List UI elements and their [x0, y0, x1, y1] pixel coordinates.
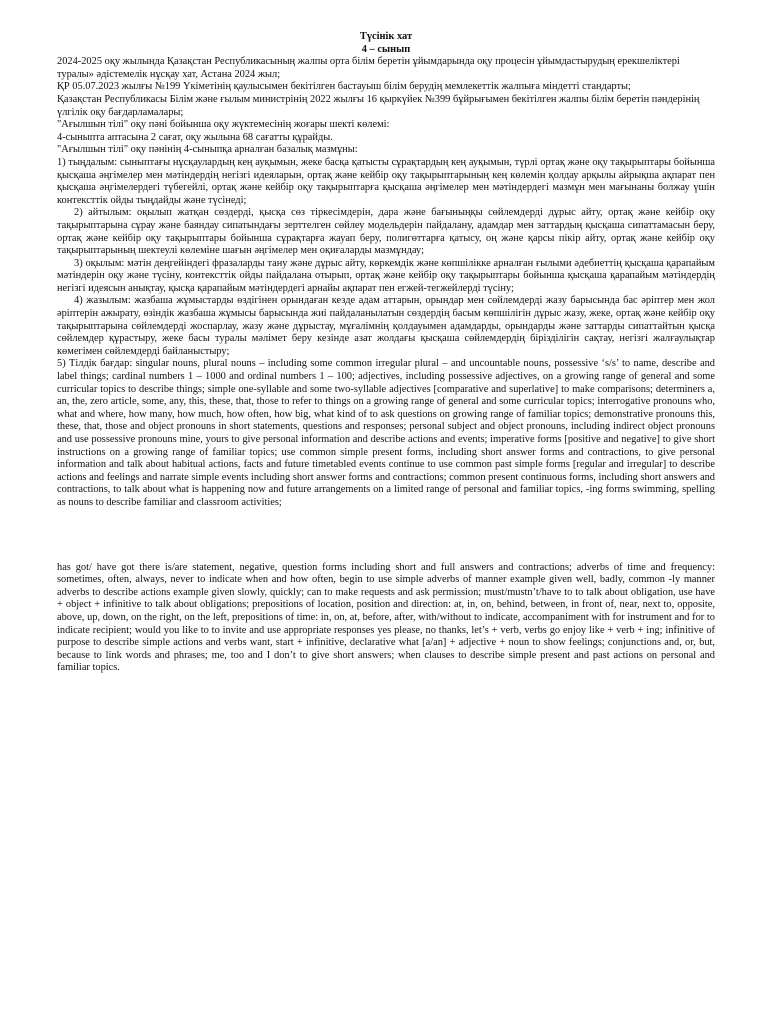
- load-heading: "Ағылшын тілі" оқу пәні бойынша оқу жүктемесінің жоғары шекті көлемі:: [57, 119, 390, 131]
- document-page: [57, 31, 715, 675]
- intro-paragraph-3: Қазақстан Республикасы Білім және ғылым министрінің 2022 жылғы 16 қыркүйек №399 бұйрығымен бекітілген жалпы білім беретін пәндерінің үлгілік оқу бағдарламалары;: [57, 93, 700, 118]
- intro-paragraph-2: ҚР 05.07.2023 жылғы №199 Үкіметінің қаулысымен бекітілген бастауыш білім берудің мемлекеттік жалпыға міндетті стандарты;: [57, 81, 631, 93]
- document-title: Түсінік хат: [359, 31, 413, 42]
- content-item-listening: 1) тыңдалым: сыныптағы нұсқаулардың кең ауқымын, жеке басқа қатысты сұрақтардың кең ауқымын, түрлі ортақ және оқу тақырыптары бойынша қысқаша әңгімелер мен мәтіндердің негізгі идеяларын, ортақ және кейбір оқу тақырыптарының кең көлемін қолдау арқылы айрықша ақпарат пен қысқаша әңгімелердегі түбегейлі, ортақ және кейбір оқу тақырыптарға қысқаша әңгімелер мен мәтіндердегі мазмұн мен мағынаны болжау үшін контексттік ойды тыңдайды және түсінеді;: [57, 156, 715, 206]
- document-subtitle: 4 – сынып: [361, 43, 411, 55]
- content-item-reading: 3) оқылым: мәтін деңгейіндегі фразаларды тану және дұрыс айту, көркемдік және көпшілікке арналған ғылыми әдебиеттің қысқаша қарапайым мәтіндерін оқу және түсіну, контексттік ойды пайдалана отырып, ортақ және кейбір оқу тақырыптары бойынша қысқаша қарапайым мәтіндердің негізгі идеясын анықтау, қысқа қарапайым мәтіндердегі арнайы ақпарат пен егжей-тегжейлерді түсіну;: [57, 257, 715, 294]
- content-item-language-continued: has got/ have got there is/are statement, negative, question forms including short and full answers and contractions; adverbs of time and frequency: sometimes, often, always, never to indicate when and how often, begin to use simple adverbs of manner example given well, badly, common -ly manner adverbs to describe actions example given slowly, quickly; can to make requests and ask permission; must/mustn’t/have to to talk about obligation, use have + object + infinitive to talk about obligations; prepositions of location, position and direction: at, in, on, behind, between, in front of, near, next to, opposite, above, up, down, on the right, on the left, prepositions of time: in, on, at, before, after, with/without to indicate, accompaniment with for instrument and for to indicate recipient; would you like to to invite and use appropriate responses yes please, no thanks, let’s + verb, verbs go enjoy like + verb + ing; infinitive of purpose to describe simple actions and verbs want, start + infinitive, declarative what [a/an] + adjective + noun to show feelings; conjunctions and, or, but, because to link words and phrases; me, too and I don’t to give short answers; when clauses to describe simple present and past actions on personal and familiar topics.: [57, 561, 715, 674]
- content-item-language: 5) Тілдік бағдар: singular nouns, plural nouns – including some common irregular plural – and uncountable nouns, possessive ‘s/s’ to name, describe and label things; cardinal numbers 1 – 1000 and ordinal numbers 1 – 100; adjectives, including possessive adjectives, on a growing range of general and some curricular topics to describe things; simple one-syllable and some two-syllable adjectives [comparative and superlative] to make comparisons; determiners a, an, the, zero article, some, any, this, these, that, those to refer to things on a growing range of general and some curricular topics; interrogative pronouns who, what and where, how many, how much, how often, how big, what kind of to ask questions on growing range of familiar topics; demonstrative pronouns this, these, that, those and object pronouns in short statements, questions and responses; personal subject and object pronouns, including indirect object pronouns and use possessive pronouns mine, yours to give personal information and describe actions and events; imperative forms [positive and negative] to give short instructions on a growing range of familiar topics; use common simple present forms, including short answer forms and contractions, to give personal information and talk about habitual actions, facts and future timetabled events continue to use common past simple forms [regular and irregular] to describe actions and feelings and narrate simple events including short answer forms and contractions; common present continuous forms, including short answers and contractions, to talk about what is happening now and future arrangements on a limited range of personal and familiar topics, -ing forms swimming, spelling as nouns to describe familiar and classroom activities;: [57, 358, 715, 508]
- load-text: 4-сыныпта аптасына 2 сағат, оқу жылына 68 сағатты құрайды.: [57, 131, 333, 143]
- content-heading: "Ағылшын тілі" оқу пәнінің 4-сыныпқа арналған базалық мазмұны:: [57, 144, 358, 156]
- intro-paragraph-1: 2024-2025 оқу жылында Қазақстан Республикасының жалпы орта білім беретін ұйымдарында оқу процесін ұйымдастырудың ерекшеліктері туралы» әдістемелік нұсқау хат, Астана 2024 жыл;: [57, 56, 680, 80]
- content-item-writing: 4) жазылым: жазбаша жұмыстарды өздігінен орындаған кезде адам аттарын, орындар мен сөйлемдерді жазу барысында бас әріптер мен жол әріптерін ажырату, өзіндік жазбаша жұмысы барысында жиі пайдаланылатын сөздердің басым көпшілігін дұрыс жазу, жеке, ортақ және кейбір оқу тақырыптарына сөйлемдерді жоспарлау, жазу және дұрыстау, мұғалімнің қолдауымен адамдарды, орындарды және заттарды сипаттайтын қысқа сөйлемдер құрастыру, жеке басы туралы мәлімет беру кезінде азат жолдағы қысқаша сөйлемдердің бірізділігін сақтау, негізгі жалғаулықтар көмегімен сөйлемдерді байланыстыру;: [57, 295, 715, 357]
- content-item-speaking: 2) айтылым: оқылып жатқан сөздерді, қысқа сөз тіркесімдерін, дара және бағыныңқы сөйлемдерді дұрыс айту, ортақ және кейбір оқу тақырыптарына сұрау және баяндау сипатындағы зерттелген сөйлеу модельдерін пайдалану, адамдар мен заттардың қысқаша сипаттамасын беру, ортақ және кейбір оқу тақырыптары бойынша сұрақтарға жауап беру, полигөттарға қатысу, оң және қарсы пікір айту, ортақ және кейбір оқу тақырыптарының шектеулі көлеміне шағын әңгімелер мен оқиғаларды мазмұндау;: [57, 207, 715, 257]
- page-gap: [57, 510, 715, 562]
